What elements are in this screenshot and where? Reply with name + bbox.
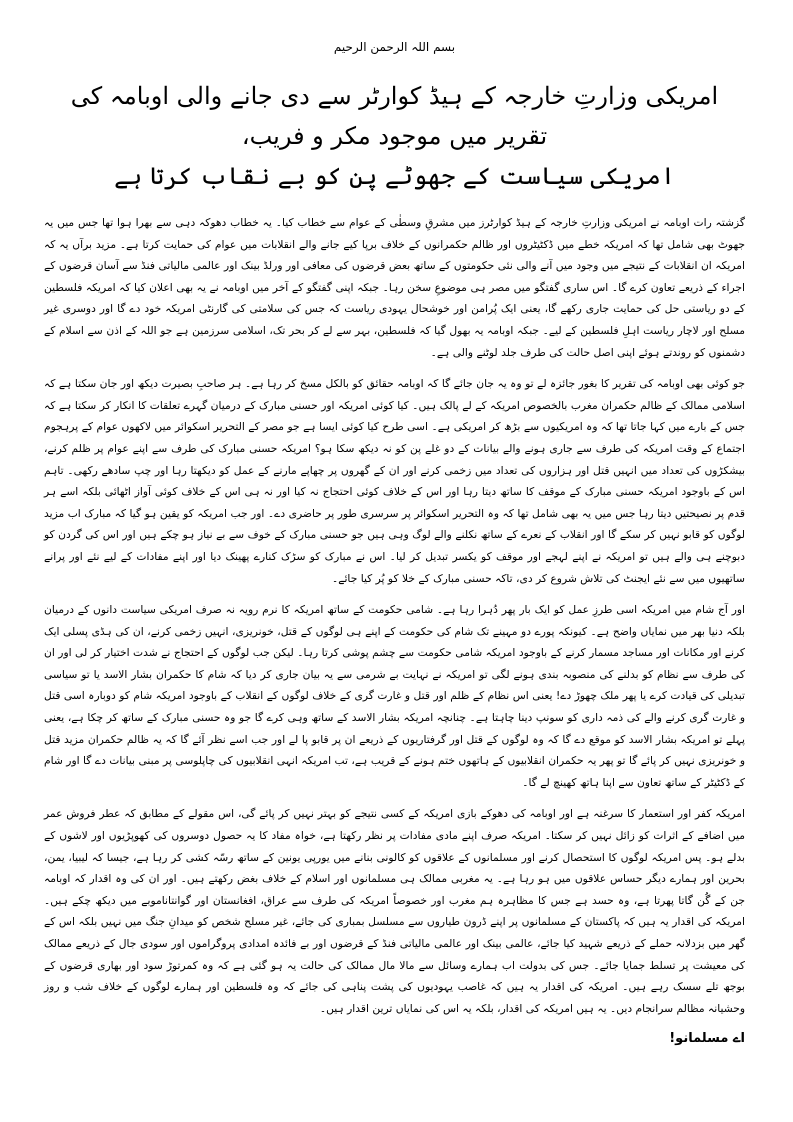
- title-line-2: امریکی سیاست کے جھوٹے پن کو بے نقاب کرتا ہے: [114, 162, 675, 190]
- paragraph-4: امریکہ کفر اور استعمار کا سرغنہ ہے اور اوبامہ کی دھوکے بازی امریکہ کے کسی نتیجے کو بہتر نہیں کر پائے گی، اس مقولے کے مطابق کہ عطر فروش عمر میں اضافے کے اثرات کو زائل نہیں کر سکتا۔ امریکہ صرف اپنے مادی مفادات پر نظر رکھتا ہے، خواہ مفاد کا یہ حصول دوسروں کی کھوپڑیوں اور لاشوں کے بدلے ہو۔ پس امریکہ لوگوں کا استحصال کرنے اور مسلمانوں کے علاقوں کو کالونی بنانے میں یورپی یونین کے ساتھ رسّہ کشی کر رہا ہے، جیسا کہ لیبیا، یمن، بحرین اور ہمارے دیگر حساس علاقوں میں ہو رہا ہے۔ یہ مغربی ممالک ہی مسلمانوں اور اسلام کے خلاف بغض رکھتے ہیں۔ اور ان کی وہ اقدار کہ اوبامہ جن کے گُن گاتا پھرتا ہے، وہ حسد ہے جس کا مظاہرہ ہم مغرب اور خصوصاً امریکہ کی طرف سے عراق، افغانستان اور گوانتاناموبے میں دیکھ چکے ہیں۔ امریکہ کی اقدار یہ ہیں کہ پاکستان کے مسلمانوں پر اپنے ڈرون طیاروں سے مسلسل بمباری کی جائے، غیر مسلح شخص کو میدانِ جنگ میں نہیں بلکہ اس کے گھر میں بزدلانہ حملے کے ذریعے شہید کیا جائے، عالمی بینک اور عالمی مالیاتی فنڈ کے قرضوں اور بے فائدہ امدادی پروگراموں اور سودی جال کے ذریعے ممالک کی معیشت پر تسلط جمایا جائے۔ جس کی بدولت اب ہمارے وسائل سے مالا مال ممالک کی حالت یہ ہو گئی ہے کہ وہ کمرتوڑ سود اور بھاری قرضوں کے بوجھ تلے سسک رہے ہیں۔ امریکہ کی اقدار یہ ہیں کہ غاصب یہودیوں کی پشت پناہی کی جائے کہ وہ فلسطین اور ہمارے لوگوں کے خلاف شب و روز وحشیانہ مظالم سرانجام دیں۔ یہ ہیں امریکہ کی اقدار، بلکہ یہ اس کی نمایاں ترین اقدار ہیں۔: [44, 807, 745, 1015]
- title-line-1: امریکی وزارتِ خارجہ کے ہیڈ کوارٹر سے دی جانے والی اوبامہ کی تقریر میں موجود مکر و فریب،: [70, 82, 719, 150]
- paragraph-2: جو کوئی بھی اوبامہ کی تقریر کا بغور جائزہ لے تو وہ یہ جان جائے گا کہ اوبامہ حقائق کو بالکل مسخ کر رہا ہے۔ ہر صاحبِ بصیرت دیکھ اور جان سکتا ہے کہ اسلامی ممالک کے ظالم حکمران مغرب بالخصوص امریکہ کے لے پالک ہیں۔ کیا کوئی امریکہ اور حسنی مبارک کے درمیان گہرے تعلقات کا انکار کر سکتا ہے کہ جس کے بارے میں کہا جاتا تھا کہ وہ امریکیوں سے بڑھ کر امریکی ہے۔ اسی طرح کیا کوئی ایسا ہے جو مصر کے التحریر اسکوائر میں لاکھوں عوام کے پرہجوم اجتماع کے وقت امریکہ کی طرف سے جاری ہونے والے بیانات کے دو غلے پن کو نہ دیکھ سکا ہو؟ امریکہ حسنی مبارک کی طرف سے اپنے عوام پر ظلم کرنے، بیشکڑوں کی تعداد میں انہیں قتل اور ہزاروں کی تعداد میں زخمی کرنے اور ان کے گھروں پر چھاپے مارنے کے عمل کو دیکھتا رہا اور چپ سادھے رکھی۔ تاہم اس کے باوجود امریکہ حسنی مبارک کے موقف کا ساتھ دیتا رہا اور اس کے خلاف کوئی احتجاج نہ کیا اور نہ ہی اس کے خلاف کوئی آواز اٹھائی بلکہ اسے ہر قدم پر نصیحتیں دیتا رہا جس میں یہ بھی شامل تھا کہ وہ التحریر اسکوائر پر سرسری طور پر حاضری دے۔ اور جب امریکہ کو یقین ہو گیا کہ مبارک اب مزید لوگوں کو قابو نہیں کر سکے گا اور انقلاب کے نعرے کے ساتھ نکلنے والے لوگ وہی ہیں جو حسنی مبارک کے خوف سے بے نیاز ہو چکے ہیں اور اس کی گردن کو دبوچنے ہی والے ہیں تو امریکہ نے اپنے لہجے اور موقف کو یکسر تبدیل کر لیا۔ اس نے مبارک کو سڑک کنارے پھینک دیا اور اپنے مفادات کے لیے نئے اور پرانے ساتھیوں میں سے نئے ایجنٹ کی تلاش شروع کر دی، تاکہ حسنی مبارک کے خلا کو پُر کیا جائے۔: [44, 377, 745, 585]
- closing-address: اے مسلمانو!: [669, 1031, 745, 1047]
- basmala-heading: بسم اللہ الرحمن الرحیم: [333, 40, 456, 54]
- paragraph-3: اور آج شام میں امریکہ اسی طرزِ عمل کو ایک بار پھر دُہرا رہا ہے۔ شامی حکومت کے ساتھ امریکہ کا نرم رویہ نہ صرف امریکی سیاست دانوں کے درمیان بلکہ دنیا بھر میں نمایاں واضح ہے۔ کیونکہ پورے دو مہینے تک شام کی حکومت کے اپنے ہی لوگوں کے قتل، خونریزی، انہیں زخمی کرنے، ان کی ہڈی پسلی ایک کرنے اور مکانات اور مساجد مسمار کرنے کے باوجود امریکہ شامی حکومت سے چشم پوشی کرتا رہا۔ لیکن جب لوگوں کے احتجاج نے شدت اختیار کر لی اور ان کی طرف سے نظام کو بدلنے کی منصوبہ بندی ہونے لگی تو امریکہ نے نہایت بے شرمی سے یہ بیان جاری کر دیا کہ شام کا حکمران بشار الاسد یا تو سیاسی تبدیلی کی قیادت کرے یا پھر ملک چھوڑ دے! یعنی اس نظام کے ظلم اور قتل و غارت گری کے خلاف لوگوں کے انقلاب کے باوجود امریکہ شام کو دوبارہ اسی قتل و غارت گری کرنے والے کی ذمہ داری کو سونپ دینا چاہتا ہے۔ چنانچہ امریکہ بشار الاسد کے ساتھ وہی کرے گا جو وہ حسنی مبارک کے ساتھ کر چکا ہے، یعنی پہلے تو امریکہ بشار الاسد کو موقع دے گا کہ وہ لوگوں کے قتل اور گرفتاریوں کے ذریعے ان پر قابو پا لے اور جب اسے نظر آئے گا کہ یہ ظالم حکمران مزید قتل و خونریزی نہیں کر پائے گا تو پھر یہ حکمران انقلابیوں کے ہاتھوں ختم ہونے کے قریب ہے، تب امریکہ انہی انقلابیوں کی چاپلوسی پر مبنی بیانات دے گا اور شام کے ڈکٹیٹر کے ساتھ تعاون سے اپنا ہاتھ کھینچ لے گا۔: [44, 603, 745, 789]
- document-title: [44, 76, 745, 196]
- paragraph-1: گزشتہ رات اوبامہ نے امریکی وزارتِ خارجہ کے ہیڈ کوارٹرز میں مشرقِ وسطٰی کے عوام سے خطاب کیا۔ یہ خطاب دھوکہ دہی سے بھرا ہوا تھا جس میں یہ جھوٹ بھی شامل تھا کہ امریکہ خطے میں ڈکٹیٹروں اور ظالم حکمرانوں کے خلاف برپا کیے جانے والے انقلابات میں عوام کی حمایت کرتا ہے۔ مزید برآں یہ کہ امریکہ ان انقلابات کے نتیجے میں وجود میں آنے والی نئی حکومتوں کے ساتھ بعض قرضوں کی معافی اور ورلڈ بینک اور عالمی مالیاتی فنڈ سے آسان قرضوں کے اجراء کے ذریعے تعاون کرے گا۔ اس ساری گفتگو میں مصر ہی موضوعِ سخن رہا۔ جبکہ اپنی گفتگو کے آخر میں اوبامہ نے یہ بھی اعلان کیا کہ امریکہ فلسطین کے دو ریاستی حل کی حمایت جاری رکھے گا، یعنی ایک پُرامن اور خوشحال یہودی ریاست کہ جس کی سلامتی کی گارنٹی امریکہ خود دے گا اور دوسری غیر مسلح اور لاچار ریاست اہلِ فلسطین کے لیے۔ جبکہ اوبامہ یہ بھول گیا کہ فلسطین، بہر سے لے کر بحر تک، اسلامی سرزمین ہے جو اللہ کے اذن سے اسلام کے دشمنوں کو روندتے ہوئے اپنی اصل حالت کی طرف جلد لوٹنے والی ہے۔: [44, 216, 745, 359]
